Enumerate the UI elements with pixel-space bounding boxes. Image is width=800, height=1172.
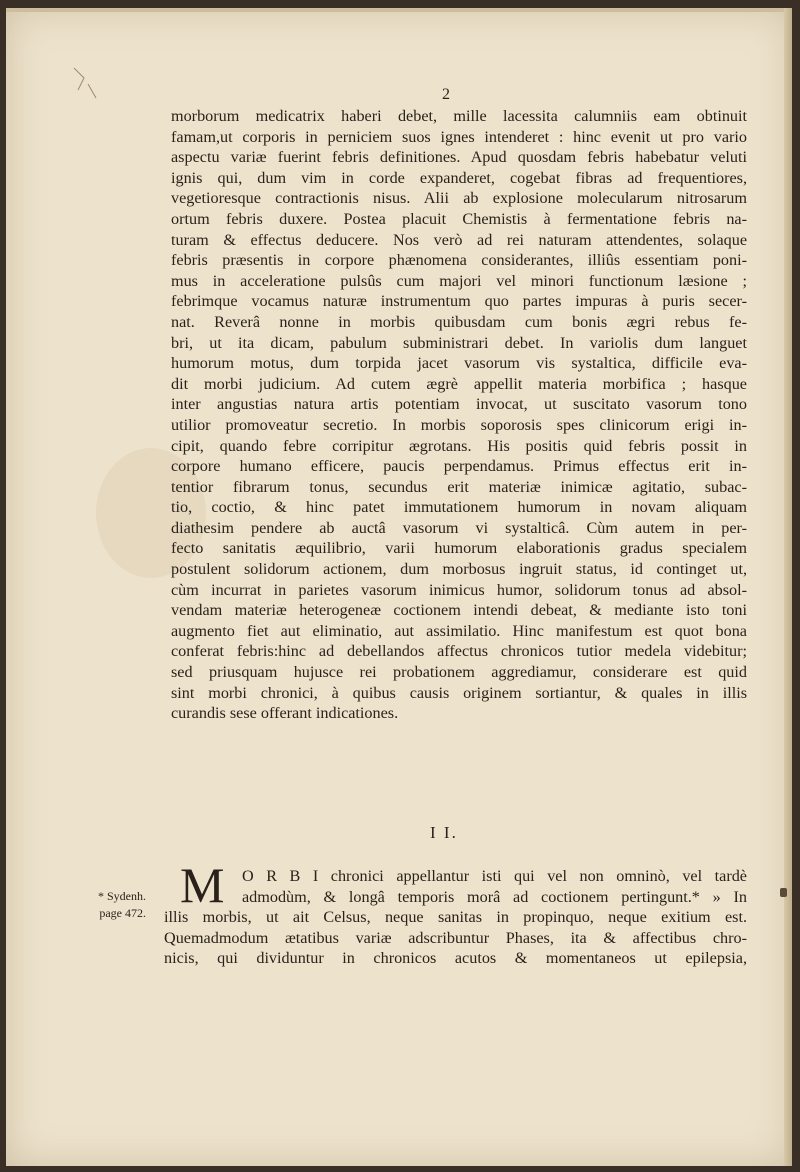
text-line: sed priusquam hujusce rei probationem aggrediamur, considerare est quid — [171, 663, 747, 682]
text-line: turam & effectus deducere. Nos verò ad rei naturam attendentes, solaque — [171, 230, 747, 249]
text-line: tio, coctio, & hinc patet immutationem humorum in novam aliquam — [171, 498, 747, 517]
margin-citation-line: page 472. — [99, 906, 146, 920]
text-line: inter angustias natura artis potentiam invocat, ut suscitato vasorum tono — [171, 395, 747, 414]
text-line: fecto sanitatis æquilibrio, varii humorum elaborationis gradus specialem — [171, 539, 747, 558]
text-line: febrimque vocamus naturæ instrumentum quo partes impuras à puris secer- — [171, 292, 747, 311]
text-line: humorum motus, dum torpida jacet vasorum vis systaltica, difficile eva- — [171, 354, 747, 373]
text-line: postulent solidorum actionem, dum morbosus ingruit status, id continget ut, — [171, 560, 747, 579]
text-line: febris præsentis in corpore phænomena considerantes, illiûs essentiam poni- — [171, 251, 747, 270]
ink-blot — [780, 888, 787, 897]
text-line: aspectu variæ fuerint febris definitiones. Apud quosdam febris habebatur veluti — [171, 148, 747, 167]
text-line: nicis, qui dividuntur in chronicos acutos & momentaneos ut epilepsia, — [164, 949, 747, 968]
page-top-edge — [6, 8, 792, 12]
text-line: cipit, quando febre corripitur ægrotans. His positis quid febris possit in — [171, 436, 747, 455]
body-text-block — [171, 106, 747, 724]
text-line: curandis sese offerant indicationes. — [171, 704, 399, 723]
page-right-edge — [784, 8, 792, 1166]
text-line: vendam materiæ heterogeneæ coctionem intendi debeat, & mediante isto toni — [171, 601, 747, 620]
text-line: famam,ut corporis in perniciem suos ignes intenderet : hinc evenit ut pro vario — [171, 127, 747, 146]
text-line: mus in acceleratione pulsûs cum majori vel minori functionum læsione ; — [171, 271, 747, 290]
text-line: sint morbi chronici, à quibus causis originem sortiantur, & quales in illis — [171, 683, 747, 702]
text-line: bri, ut ita dicam, pabulum subministrari debet. In variolis dum languet — [171, 333, 747, 352]
text-line: illis morbis, ut ait Celsus, neque sanitas in propinquo, neque exitium est. — [164, 908, 747, 927]
text-line: corpore humano efficere, paucis perpendamus. Primus effectus erit in- — [171, 457, 747, 476]
text-line: nat. Reverâ nonne in morbis quibusdam cum bonis ægri rebus fe- — [171, 312, 747, 331]
page-folio: 2 — [442, 86, 450, 103]
text-line: diathesim pendere ab auctâ vasorum vi systalticâ. Cùm autem in per- — [171, 518, 747, 537]
drop-capital: M — [180, 857, 225, 913]
text-line: vegetioresque contractionis nisus. Alii ab explosione molecularum nitrosarum — [171, 189, 747, 208]
text-line: dit morbi judicium. Ad cutem ægrè appellit materia morbifica ; hasque — [171, 374, 747, 393]
margin-citation-line: * Sydenh. — [98, 889, 146, 903]
text-line: ortum febris duxere. Postea placuit Chemistis à fermentatione febris na- — [171, 209, 747, 228]
text-line: admodùm, & longâ temporis morâ ad coctionem pertingunt.* » In — [242, 887, 747, 906]
section-text-block — [164, 866, 747, 969]
text-line: conferat febris:hinc ad debellandos affectus chronicos tutior medela videbitur; — [171, 642, 747, 661]
text-line: tentior fibrarum tonus, secundus erit materiæ inimicæ agitatio, subac- — [171, 477, 747, 496]
text-line: O R B I chronici appellantur isti qui vel non omninò, vel tardè — [242, 867, 747, 885]
book-page — [6, 8, 792, 1166]
margin-citation — [82, 888, 146, 922]
text-line: morborum medicatrix haberi debet, mille lacessita calumniis eam obtinuit — [171, 107, 747, 125]
text-line: ignis qui, dum vim in corde expanderet, cogebat fibras ad frequentiores, — [171, 168, 747, 187]
text-line: cùm incurrat in parietes vasorum inimicus humor, solidorum tonus ad absol- — [171, 580, 747, 599]
text-line: augmento fiet aut eliminatio, aut assimilatio. Hinc manifestum est quot bona — [171, 621, 747, 640]
text-line: Quemadmodum ætatibus variæ adscribuntur Phases, ita & affectibus chro- — [164, 928, 747, 947]
pencil-mark-icon — [70, 64, 100, 104]
section-number: I I. — [430, 823, 458, 842]
text-line: utilior promoveatur secretio. In morbis soporosis spes clinicorum erigi in- — [171, 415, 747, 434]
